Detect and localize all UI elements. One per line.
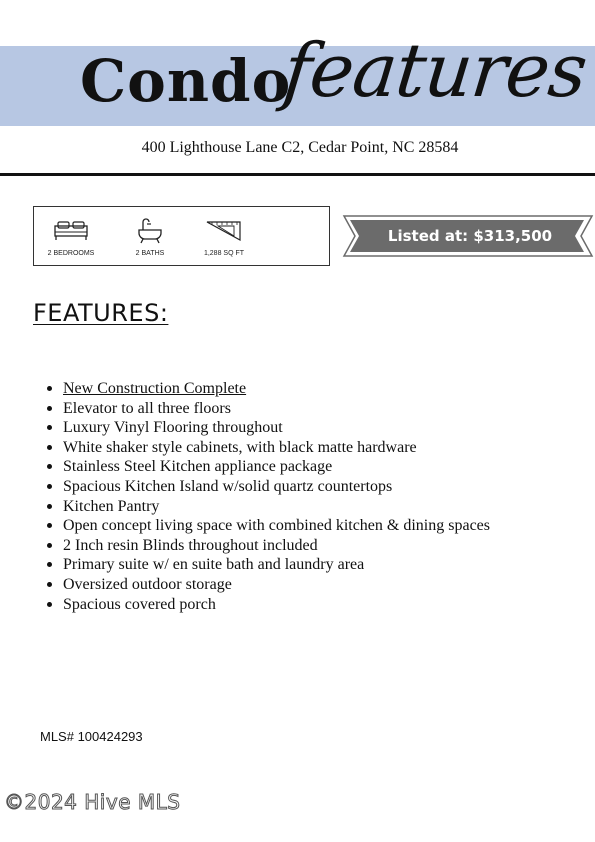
copyright-watermark: ©2024 Hive MLS bbox=[4, 790, 181, 814]
list-item: Luxury Vinyl Flooring throughout bbox=[45, 418, 490, 438]
list-item: 2 Inch resin Blinds throughout included bbox=[45, 536, 490, 556]
list-item: White shaker style cabinets, with black matte hardware bbox=[45, 438, 490, 458]
stat-bedrooms-label: 2 BEDROOMS bbox=[47, 250, 95, 257]
ruler-triangle-icon bbox=[206, 220, 242, 246]
list-item: Kitchen Pantry bbox=[45, 497, 490, 517]
list-item: Primary suite w/ en suite bath and laundry area bbox=[45, 555, 490, 575]
list-item: New Construction Complete bbox=[45, 379, 490, 399]
list-item: Spacious Kitchen Island w/solid quartz countertops bbox=[45, 477, 490, 497]
stat-baths-label: 2 BATHS bbox=[135, 250, 165, 257]
property-stats-box bbox=[33, 206, 330, 266]
title-features-script: features bbox=[279, 28, 591, 114]
list-item: Elevator to all three floors bbox=[45, 399, 490, 419]
list-item: Stainless Steel Kitchen appliance package bbox=[45, 457, 490, 477]
stat-square-feet-label: 1,288 SQ FT bbox=[203, 250, 245, 257]
list-item: Open concept living space with combined kitchen & dining spaces bbox=[45, 516, 490, 536]
list-item: Oversized outdoor storage bbox=[45, 575, 490, 595]
stat-square-feet bbox=[184, 207, 264, 265]
title-condo: Condo bbox=[80, 47, 292, 115]
stat-bedrooms bbox=[31, 207, 111, 265]
header-divider bbox=[0, 173, 595, 176]
mls-number: MLS# 100424293 bbox=[40, 729, 143, 744]
listed-price: Listed at: $313,500 bbox=[387, 227, 553, 245]
bathtub-icon bbox=[136, 218, 164, 248]
bed-icon bbox=[53, 220, 89, 246]
list-item: Spacious covered porch bbox=[45, 595, 490, 615]
stat-baths bbox=[110, 207, 190, 265]
property-address: 400 Lighthouse Lane C2, Cedar Point, NC 28584 bbox=[141, 139, 459, 156]
feature-list bbox=[45, 379, 490, 614]
features-heading: FEATURES: bbox=[33, 299, 169, 327]
price-ribbon bbox=[340, 213, 595, 259]
